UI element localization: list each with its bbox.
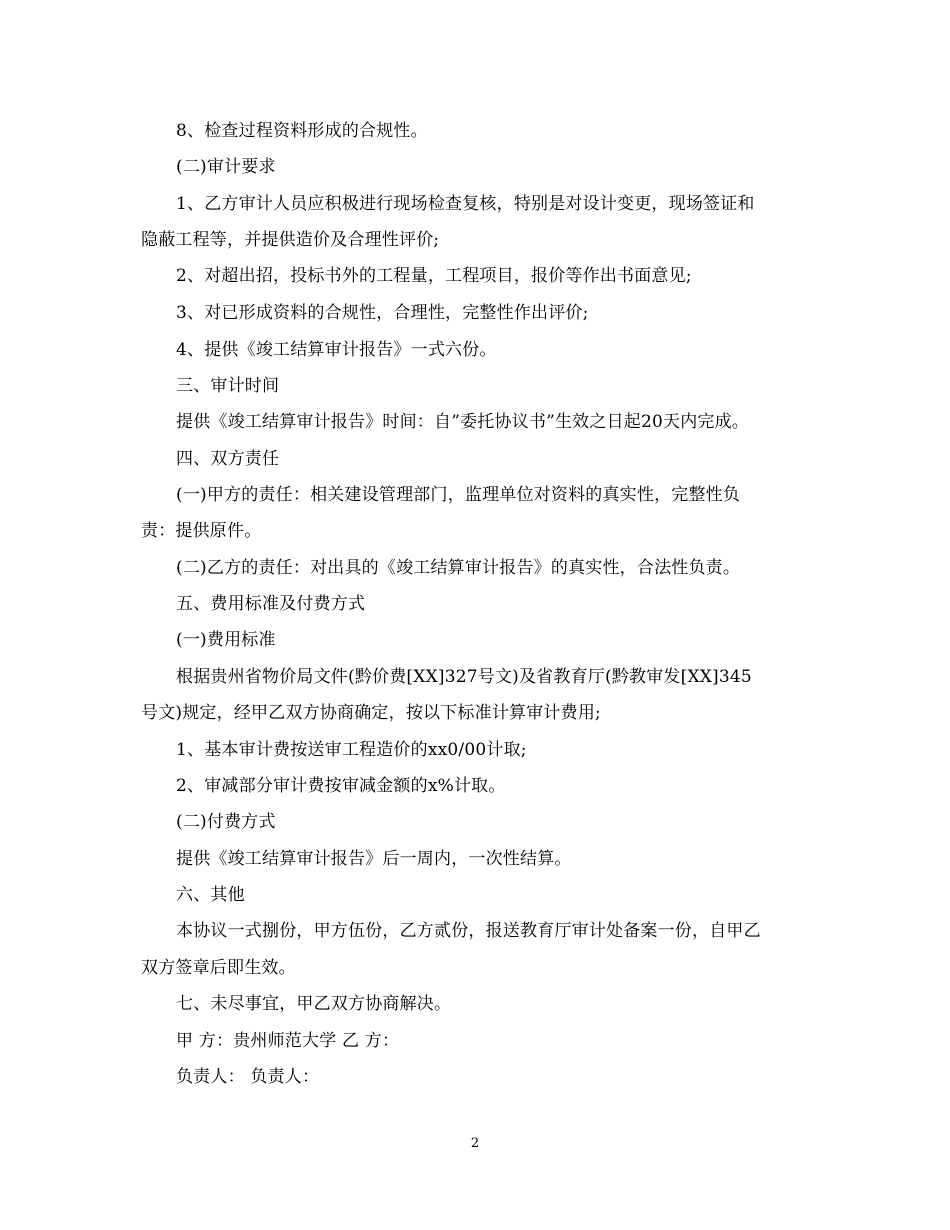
paragraph-line: 提供《竣工结算审计报告》后一周内，一次性结算。 [176,849,572,869]
paragraph-line: 七、未尽事宜，甲乙双方协商解决。 [176,994,452,1014]
paragraph-line: (一)甲方的责任：相关建设管理部门，监理单位对资料的真实性，完整性负 [176,485,741,505]
paragraph-line: 1、乙方审计人员应积极进行现场检查复核，特别是对设计变更，现场签证和 [176,194,755,214]
paragraph-line: 1、基本审计费按送审工程造价的xx0/00计取; [176,740,527,760]
paragraph-line: 4、提供《竣工结算审计报告》一式六份。 [176,340,497,360]
section-heading: 四、双方责任 [176,449,280,469]
paragraph-line: 3、对已形成资料的合规性，合理性，完整性作出评价; [176,303,589,323]
paragraph-line: 本协议一式捌份，甲方伍份，乙方贰份，报送教育厅审计处备案一份，自甲乙 [176,921,761,941]
section-heading: 三、审计时间 [176,376,280,396]
paragraph-line: 责：提供原件。 [141,521,262,541]
paragraph-line: 隐蔽工程等，并提供造价及合理性评价; [141,230,440,250]
section-heading: 六、其他 [176,885,245,905]
signature-line: 甲 方：贵州师范大学 乙 方： [176,1031,400,1051]
section-heading: (二)付费方式 [176,812,276,832]
section-heading: (二)审计要求 [176,157,276,177]
paragraph-line: (二)乙方的责任：对出具的《竣工结算审计报告》的真实性，合法性负责。 [176,558,741,578]
page-number: 2 [470,1136,480,1151]
signature-line: 负责人： 负责人： [176,1067,320,1087]
paragraph-line: 根据贵州省物价局文件(黔价费[XX]327号文)及省教育厅(黔教审发[XX]345 [176,667,752,687]
paragraph-line: 提供《竣工结算审计报告》时间：自”委托协议书”生效之日起20天内完成。 [176,412,750,432]
paragraph-line: 2、对超出招，投标书外的工程量，工程项目，报价等作出书面意见; [176,266,692,286]
paragraph-line: 8、检查过程资料形成的合规性。 [176,121,428,141]
section-heading: 五、费用标准及付费方式 [176,594,366,614]
paragraph-line: 2、审减部分审计费按审减金额的x%计取。 [176,776,506,796]
section-heading: (一)费用标准 [176,630,276,650]
paragraph-line: 双方签章后即生效。 [141,958,296,978]
paragraph-line: 号文)规定，经甲乙双方协商确定，按以下标准计算审计费用; [141,703,601,723]
